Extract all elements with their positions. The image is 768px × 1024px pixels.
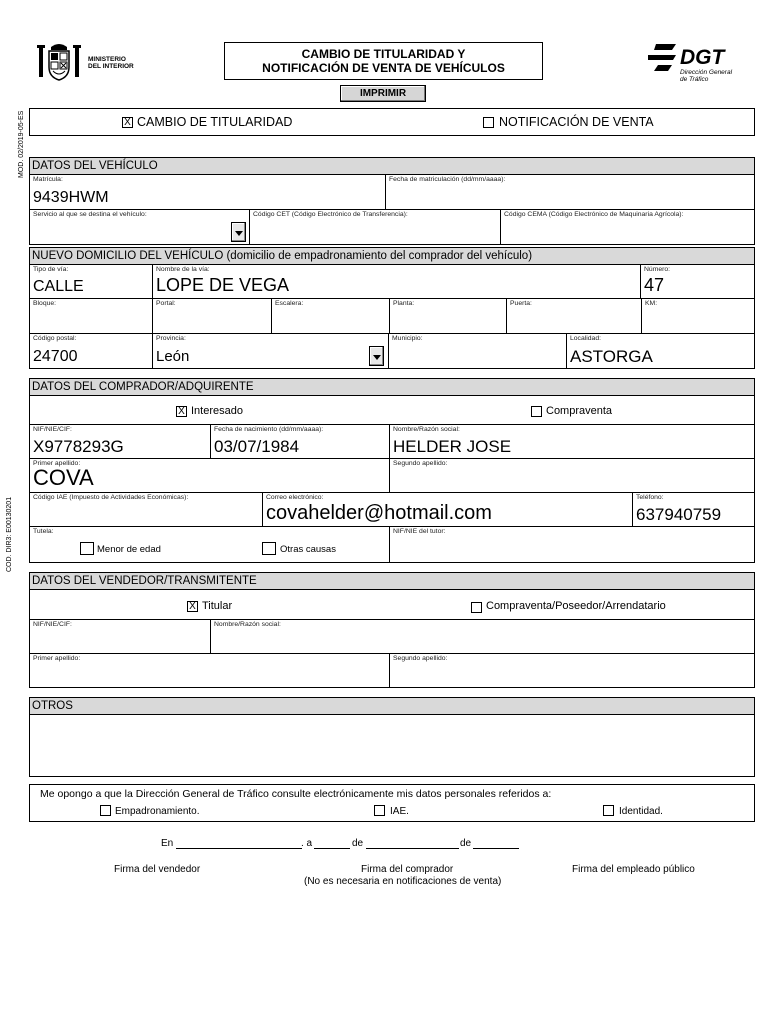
dir3-code: COD. DIR3: E00130201 <box>6 496 13 572</box>
comprador-apellido1-label: Primer apellido: <box>33 460 81 467</box>
fecha-matriculacion-field[interactable] <box>385 174 755 210</box>
vehiculo-section-title: DATOS DEL VEHÍCULO <box>29 157 755 175</box>
planta-field[interactable] <box>389 298 507 334</box>
compraventa-vendedor-label: Compraventa/Poseedor/Arrendatario <box>486 600 666 612</box>
dgt-subtitle-1: Dirección General <box>680 69 733 76</box>
vendedor-apellido2-label: Segundo apellido: <box>393 655 448 662</box>
firma-empleado-label: Firma del empleado público <box>572 864 695 875</box>
portal-field[interactable] <box>152 298 272 334</box>
identidad-label: Identidad. <box>619 806 663 817</box>
nif-tutor-label: NIF/NIE del tutor: <box>393 528 446 535</box>
comprador-nif-label: NIF/NIE/CIF: <box>33 426 72 433</box>
firma-comprador-label: Firma del comprador <box>361 864 454 875</box>
empadronamiento-label: Empadronamiento. <box>115 806 200 817</box>
ministry-crest-icon <box>37 41 81 83</box>
numero-value: 47 <box>644 275 665 295</box>
municipio-field[interactable] <box>388 333 567 369</box>
identidad-checkbox[interactable] <box>603 805 614 816</box>
vendedor-nif-field[interactable] <box>29 619 211 654</box>
telefono-value: 637940759 <box>636 505 722 524</box>
comprador-nombre-field[interactable] <box>389 424 755 459</box>
comprador-apellido2-label: Segundo apellido: <box>393 460 448 467</box>
notificacion-venta-checkbox[interactable] <box>483 117 494 128</box>
interesado-label: Interesado <box>191 405 243 417</box>
vendedor-nombre-field[interactable] <box>210 619 755 654</box>
compraventa-vendedor-checkbox[interactable] <box>471 602 482 613</box>
iae-checkbox[interactable] <box>374 805 385 816</box>
print-button[interactable]: IMPRIMIR <box>340 85 426 102</box>
servicio-dropdown-button[interactable] <box>231 222 246 242</box>
ministry-name <box>88 56 134 70</box>
comprador-apellido1-value: COVA <box>33 465 94 490</box>
dgt-wordmark: DGT <box>680 46 725 69</box>
codigo-postal-value: 24700 <box>33 348 78 365</box>
matricula-label: Matrícula: <box>33 176 63 183</box>
dgt-logo <box>646 40 746 86</box>
firma-a: . a <box>301 838 313 849</box>
nombre-via-label: Nombre de la vía: <box>156 266 210 273</box>
empadronamiento-checkbox[interactable] <box>100 805 111 816</box>
provincia-value: León <box>156 348 190 365</box>
provincia-label: Provincia: <box>156 335 186 342</box>
vendedor-section-title: DATOS DEL VENDEDOR/TRANSMITENTE <box>29 572 755 590</box>
provincia-dropdown-button[interactable] <box>369 346 384 366</box>
tutela-field <box>29 526 390 563</box>
dgt-logo-icon <box>646 42 680 76</box>
compraventa-comprador-checkbox[interactable] <box>531 406 542 417</box>
comprador-nombre-value: HELDER JOSE <box>393 437 512 456</box>
fecha-matriculacion-label: Fecha de matriculación (dd/mm/aaaa): <box>389 176 506 183</box>
codigo-iae-field[interactable] <box>29 492 263 527</box>
provincia-select[interactable] <box>152 333 389 369</box>
codigo-cet-label: Código CET (Código Electrónico de Transferencia): <box>253 211 408 218</box>
oposicion-box <box>29 784 755 822</box>
cambio-titularidad-checkbox[interactable]: X <box>122 117 133 128</box>
compraventa-comprador-label: Compraventa <box>546 405 613 417</box>
notificacion-venta-label: NOTIFICACIÓN DE VENTA <box>499 115 654 129</box>
fecha-nacimiento-field[interactable] <box>210 424 390 459</box>
oposicion-text: Me opongo a que la Dirección General de Tráfico consulte electrónicamente mis datos personales referidos a: <box>40 788 552 800</box>
titular-checkbox[interactable]: X <box>187 601 198 612</box>
interesado-checkbox[interactable]: X <box>176 406 187 417</box>
ministry-line-1: MINISTERIO <box>88 56 126 63</box>
otras-causas-checkbox[interactable] <box>262 542 276 555</box>
servicio-label: Servicio al que se destina el vehículo: <box>33 211 147 218</box>
firma-comprador-note: (No es necesaria en notificaciones de venta) <box>304 876 502 887</box>
comprador-nif-field[interactable] <box>29 424 211 459</box>
vendedor-apellido1-field[interactable] <box>29 653 390 688</box>
km-field[interactable] <box>641 298 755 334</box>
chevron-down-icon <box>373 355 381 360</box>
domicilio-section-title: NUEVO DOMICILIO DEL VEHÍCULO (domicilio de empadronamiento del comprador del vehículo) <box>29 247 755 265</box>
numero-field[interactable] <box>640 264 755 299</box>
telefono-field[interactable] <box>632 492 755 527</box>
comprador-section-title: DATOS DEL COMPRADOR/ADQUIRENTE <box>29 378 755 396</box>
vendedor-apellido2-field[interactable] <box>389 653 755 688</box>
tutela-label: Tutela: <box>33 528 54 535</box>
otros-textarea[interactable] <box>29 714 755 777</box>
telefono-label: Teléfono: <box>636 494 664 501</box>
codigo-iae-label: Código IAE (Impuesto de Actividades Económicas): <box>33 494 189 501</box>
codigo-cema-label: Código CEMA (Código Electrónico de Maquinaria Agrícola): <box>504 211 684 218</box>
matricula-value: 9439HWM <box>33 189 109 206</box>
nombre-via-field[interactable] <box>152 264 641 299</box>
codigo-postal-field[interactable] <box>29 333 153 369</box>
comprador-apellido2-field[interactable] <box>389 458 755 493</box>
nif-tutor-field[interactable] <box>389 526 755 563</box>
comprador-nif-value: X9778293G <box>33 437 124 456</box>
planta-label: Planta: <box>393 300 415 307</box>
codigo-cet-field[interactable] <box>249 209 501 245</box>
bloque-label: Bloque: <box>33 300 57 307</box>
vendedor-nif-label: NIF/NIE/CIF: <box>33 621 72 628</box>
email-field[interactable] <box>262 492 633 527</box>
titular-label: Titular <box>202 600 233 612</box>
tramite-box <box>29 108 755 136</box>
comprador-tipo-row <box>29 395 755 425</box>
fecha-nacimiento-label: Fecha de nacimiento (dd/mm/aaaa): <box>214 426 324 433</box>
tipo-via-value: CALLE <box>33 278 84 295</box>
tipo-via-field[interactable] <box>29 264 153 299</box>
localidad-label: Localidad: <box>570 335 601 342</box>
dgt-subtitle-2: de Tráfico <box>680 76 709 83</box>
fecha-nacimiento-value: 03/07/1984 <box>214 437 300 456</box>
email-label: Correo electrónico: <box>266 494 324 501</box>
otras-causas-label: Otras causas <box>280 544 336 555</box>
firma-mes-line[interactable] <box>366 848 459 849</box>
menor-edad-checkbox[interactable] <box>80 542 94 555</box>
localidad-field[interactable] <box>566 333 755 369</box>
codigo-cema-field[interactable] <box>500 209 755 245</box>
localidad-value: ASTORGA <box>570 347 653 366</box>
firma-vendedor-label: Firma del vendedor <box>114 864 201 875</box>
firma-anio-line[interactable] <box>473 848 519 849</box>
firma-lugar-en: En <box>161 838 174 849</box>
vendedor-nombre-label: Nombre/Razón social: <box>214 621 281 628</box>
bloque-field[interactable] <box>29 298 153 334</box>
codigo-postal-label: Código postal: <box>33 335 77 342</box>
chevron-down-icon <box>235 231 243 236</box>
cambio-titularidad-label: CAMBIO DE TITULARIDAD <box>137 115 293 129</box>
vendedor-tipo-row <box>29 589 755 620</box>
portal-label: Portal: <box>156 300 176 307</box>
matricula-field[interactable] <box>29 174 386 210</box>
municipio-label: Municipio: <box>392 335 423 342</box>
servicio-select[interactable] <box>29 209 250 245</box>
firma-de-1: de <box>352 838 364 849</box>
iae-label: IAE. <box>390 806 409 817</box>
model-code: MOD. 02/2019-05-ES <box>18 110 25 178</box>
nombre-via-value: LOPE DE VEGA <box>156 275 290 295</box>
comprador-nombre-label: Nombre/Razón social: <box>393 426 460 433</box>
puerta-label: Puerta: <box>510 300 532 307</box>
firma-de-2: de <box>460 838 472 849</box>
escalera-field[interactable] <box>271 298 390 334</box>
menor-edad-label: Menor de edad <box>97 544 161 555</box>
comprador-apellido1-field[interactable] <box>29 458 390 493</box>
numero-label: Número: <box>644 266 671 273</box>
ministry-line-2: DEL INTERIOR <box>88 63 134 70</box>
escalera-label: Escalera: <box>275 300 304 307</box>
email-value: covahelder@hotmail.com <box>266 502 492 524</box>
otros-section-title: OTROS <box>29 697 755 715</box>
firma-dia-line[interactable] <box>314 848 350 849</box>
km-label: KM: <box>645 300 658 307</box>
form-title <box>224 42 543 80</box>
title-line-1: CAMBIO DE TITULARIDAD Y <box>301 47 466 61</box>
title-line-2: NOTIFICACIÓN DE VENTA DE VEHÍCULOS <box>262 61 505 75</box>
vendedor-apellido1-label: Primer apellido: <box>33 655 81 662</box>
tipo-via-label: Tipo de vía: <box>33 266 69 273</box>
firma-lugar-line[interactable] <box>176 848 302 849</box>
puerta-field[interactable] <box>506 298 642 334</box>
